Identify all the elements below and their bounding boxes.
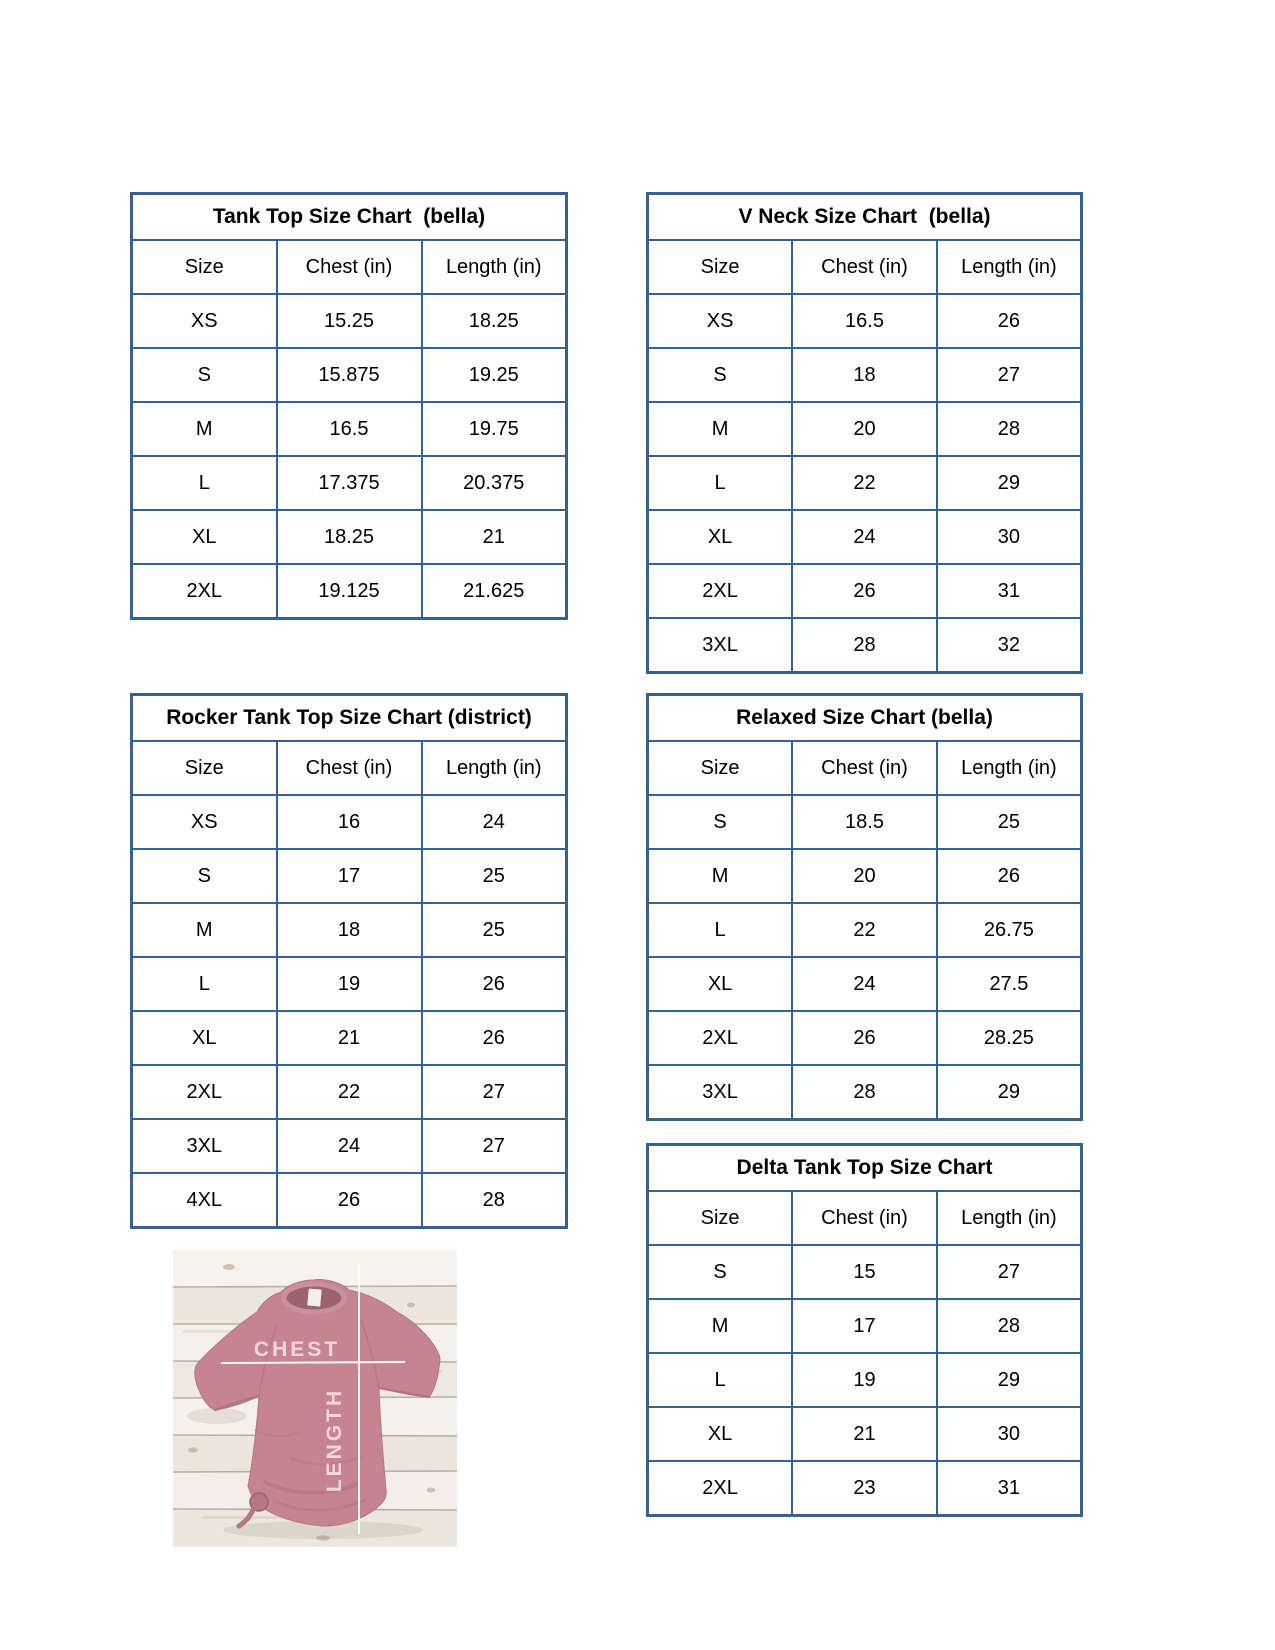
chest-cell: 21 [792,1407,937,1461]
delta-tank-top-size-table [646,1143,1083,1517]
size-cell: XL [132,510,277,564]
length-cell: 26 [422,957,567,1011]
chest-cell: 28 [792,618,937,673]
chest-cell: 26 [792,1011,937,1065]
table-row [648,564,1082,618]
v-neck-table-title: V Neck Size Chart (bella) [648,194,1082,241]
collar-tag [307,1289,321,1307]
size-cell: 3XL [132,1119,277,1173]
length-cell: 19.75 [422,402,567,456]
length-cell: 20.375 [422,456,567,510]
column-header-length: Length (in) [422,240,567,294]
table-row [648,1065,1082,1120]
chest-cell: 21 [277,1011,422,1065]
table-row [132,903,567,957]
table-row [648,348,1082,402]
header-row [648,741,1082,795]
table-row [132,849,567,903]
table-row [132,348,567,402]
size-cell: XL [648,1407,793,1461]
column-header-size: Size [648,1191,793,1245]
size-cell: S [648,795,793,849]
length-cell: 25 [422,849,567,903]
table-row [648,1353,1082,1407]
column-header-size: Size [132,240,277,294]
chest-cell: 22 [792,903,937,957]
length-cell: 30 [937,1407,1082,1461]
length-cell: 28.25 [937,1011,1082,1065]
header-row [648,1191,1082,1245]
table-row [648,795,1082,849]
size-cell: L [648,1353,793,1407]
table-row [132,795,567,849]
length-cell: 28 [937,1299,1082,1353]
chest-cell: 16.5 [277,402,422,456]
column-header-size: Size [648,741,793,795]
shirt-measurement-graphic [173,1250,457,1547]
length-cell: 27 [937,1245,1082,1299]
table-row [648,849,1082,903]
size-cell: L [132,957,277,1011]
column-header-length: Length (in) [937,741,1082,795]
chest-cell: 15 [792,1245,937,1299]
chest-cell: 18 [277,903,422,957]
size-cell: XS [132,795,277,849]
size-cell: S [132,849,277,903]
chest-cell: 18.25 [277,510,422,564]
size-cell: 3XL [648,618,793,673]
column-header-size: Size [132,741,277,795]
table-row [132,957,567,1011]
table-row [648,1245,1082,1299]
length-cell: 28 [937,402,1082,456]
chest-cell: 24 [792,510,937,564]
length-cell: 21 [422,510,567,564]
column-header-length: Length (in) [422,741,567,795]
size-cell: L [132,456,277,510]
chest-cell: 17 [277,849,422,903]
length-cell: 29 [937,1065,1082,1120]
header-row [648,240,1082,294]
size-cell: XL [648,957,793,1011]
chest-cell: 19.125 [277,564,422,619]
chest-cell: 17.375 [277,456,422,510]
table-row [648,456,1082,510]
chest-measure-line [221,1362,405,1363]
table-row [648,1461,1082,1516]
rocker-tank-top-table-title: Rocker Tank Top Size Chart (district) [132,695,567,742]
table-row [648,957,1082,1011]
length-cell: 27 [422,1065,567,1119]
length-cell: 25 [937,795,1082,849]
column-header-length: Length (in) [937,1191,1082,1245]
column-header-chest: Chest (in) [277,240,422,294]
rocker-tank-top-size-table [130,693,568,1229]
size-cell: XS [648,294,793,348]
table-row [132,564,567,619]
length-cell: 26.75 [937,903,1082,957]
length-cell: 27.5 [937,957,1082,1011]
size-cell: 3XL [648,1065,793,1120]
relaxed-size-table [646,693,1083,1121]
shirt-measurement-photo [173,1250,457,1547]
length-cell: 26 [422,1011,567,1065]
size-cell: M [648,402,793,456]
size-cell: 2XL [132,564,277,619]
size-cell: 2XL [648,564,793,618]
column-header-chest: Chest (in) [277,741,422,795]
size-cell: S [648,348,793,402]
column-header-chest: Chest (in) [792,1191,937,1245]
table-row [132,1173,567,1228]
table-row [132,294,567,348]
chest-cell: 15.25 [277,294,422,348]
length-cell: 29 [937,456,1082,510]
size-cell: XL [132,1011,277,1065]
length-cell: 21.625 [422,564,567,619]
length-label: LENGTH [323,1387,346,1493]
chest-cell: 15.875 [277,348,422,402]
tank-top-size-table [130,192,568,620]
length-cell: 27 [422,1119,567,1173]
header-row [132,240,567,294]
length-cell: 19.25 [422,348,567,402]
chest-cell: 26 [277,1173,422,1228]
table-row [648,294,1082,348]
table-row [132,1065,567,1119]
chest-label: CHEST [253,1338,341,1361]
size-cell: 4XL [132,1173,277,1228]
size-cell: L [648,456,793,510]
table-row [648,618,1082,673]
chest-cell: 18.5 [792,795,937,849]
chest-cell: 17 [792,1299,937,1353]
size-cell: S [132,348,277,402]
chest-cell: 22 [277,1065,422,1119]
length-cell: 29 [937,1353,1082,1407]
size-cell: M [648,849,793,903]
table-row [648,1407,1082,1461]
v-neck-size-table [646,192,1083,674]
size-cell: 2XL [648,1461,793,1516]
tank-top-table-title: Tank Top Size Chart (bella) [132,194,567,241]
column-header-chest: Chest (in) [792,741,937,795]
chest-cell: 24 [792,957,937,1011]
size-cell: M [132,402,277,456]
column-header-chest: Chest (in) [792,240,937,294]
length-cell: 27 [937,348,1082,402]
size-cell: 2XL [648,1011,793,1065]
size-cell: M [132,903,277,957]
chest-cell: 20 [792,849,937,903]
table-row [648,402,1082,456]
chest-cell: 28 [792,1065,937,1120]
chest-cell: 24 [277,1119,422,1173]
length-cell: 18.25 [422,294,567,348]
length-cell: 32 [937,618,1082,673]
length-cell: 31 [937,564,1082,618]
collar [284,1284,344,1312]
table-row [132,402,567,456]
chest-cell: 18 [792,348,937,402]
chest-cell: 16 [277,795,422,849]
header-row [132,741,567,795]
table-row [132,456,567,510]
size-cell: S [648,1245,793,1299]
size-cell: L [648,903,793,957]
chest-cell: 22 [792,456,937,510]
column-header-size: Size [648,240,793,294]
length-cell: 26 [937,849,1082,903]
length-cell: 25 [422,903,567,957]
chest-cell: 19 [277,957,422,1011]
delta-tank-top-table-title: Delta Tank Top Size Chart [648,1145,1082,1192]
size-cell: XS [132,294,277,348]
length-cell: 28 [422,1173,567,1228]
table-row [648,510,1082,564]
chest-cell: 19 [792,1353,937,1407]
table-row [132,510,567,564]
column-header-length: Length (in) [937,240,1082,294]
table-row [648,1299,1082,1353]
chest-cell: 26 [792,564,937,618]
size-cell: M [648,1299,793,1353]
length-cell: 26 [937,294,1082,348]
table-row [648,1011,1082,1065]
table-row [132,1011,567,1065]
chest-cell: 20 [792,402,937,456]
length-cell: 24 [422,795,567,849]
size-cell: 2XL [132,1065,277,1119]
chest-cell: 16.5 [792,294,937,348]
table-row [648,903,1082,957]
length-cell: 31 [937,1461,1082,1516]
size-cell: XL [648,510,793,564]
relaxed-table-title: Relaxed Size Chart (bella) [648,695,1082,742]
length-cell: 30 [937,510,1082,564]
chest-cell: 23 [792,1461,937,1516]
table-row [132,1119,567,1173]
